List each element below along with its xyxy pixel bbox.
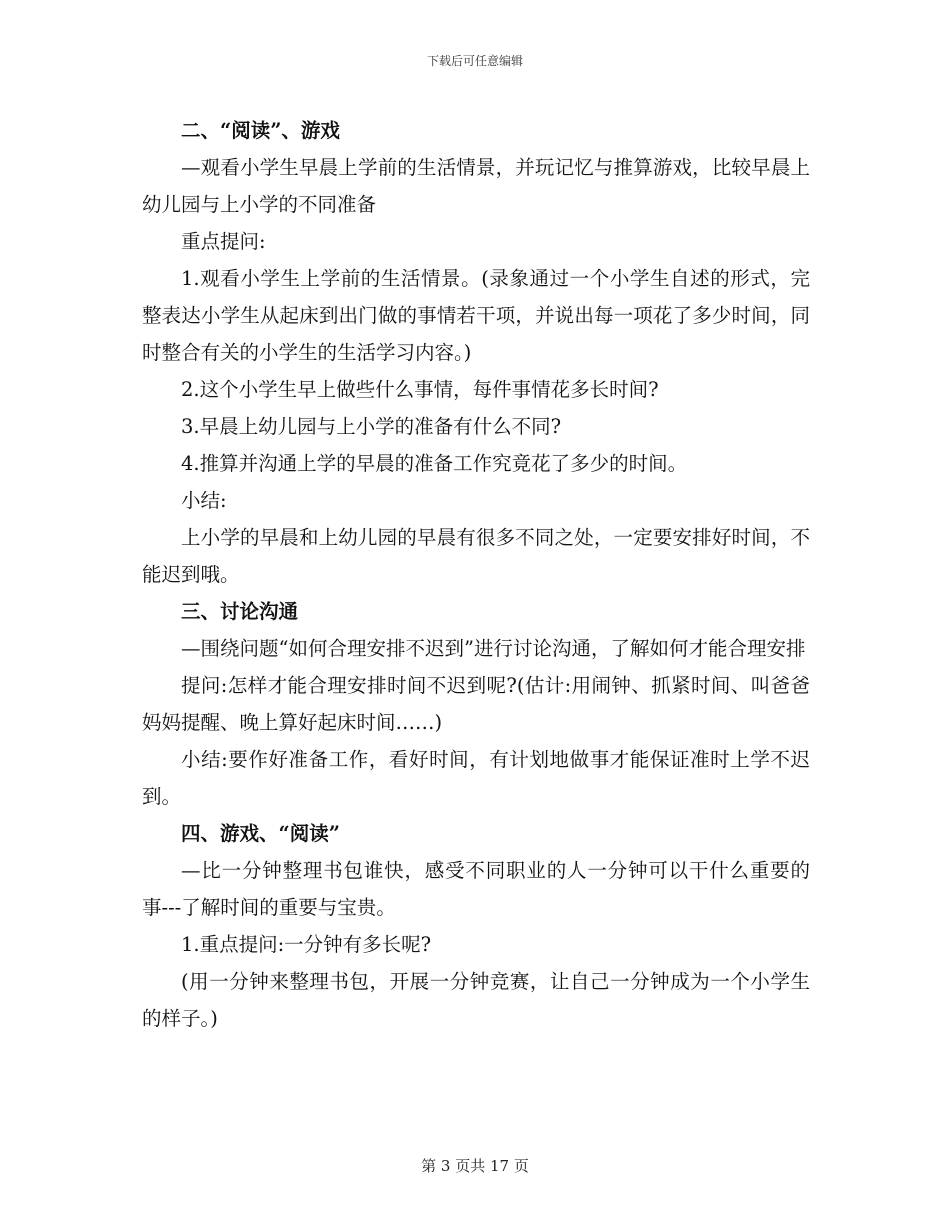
paragraph: —观看小学生早晨上学前的生活情景，并玩记忆与推算游戏，比较早晨上幼儿园与上小学的不同准备 xyxy=(142,156,810,216)
paragraph: 1.观看小学生上学前的生活情景。(录象通过一个小学生自述的形式，完整表达小学生从起床到出门做的事情若干项，并说出每一项花了多少时间，同时整合有关的小学生的生活学习内容。) xyxy=(142,267,810,364)
page-number: 第 3 页共 17 页 xyxy=(421,1157,529,1175)
paragraph: —比一分钟整理书包谁快，感受不同职业的人一分钟可以干什么重要的事---了解时间的重要与宝贵。 xyxy=(142,859,810,919)
paragraph: 1.重点提问:一分钟有多长呢? xyxy=(181,933,432,956)
paragraph: 小结: xyxy=(181,489,227,512)
paragraph: (用一分钟来整理书包，开展一分钟竞赛，让自己一分钟成为一个小学生的样子。) xyxy=(142,970,810,1030)
paragraph: 上小学的早晨和上幼儿园的早晨有很多不同之处，一定要安排好时间，不能迟到哦。 xyxy=(142,526,810,586)
paragraph: —围绕问题“如何合理安排不迟到”进行讨论沟通，了解如何才能合理安排 xyxy=(181,637,806,660)
paragraph: 2.这个小学生早上做些什么事情，每件事情花多长时间? xyxy=(181,378,659,401)
document-body xyxy=(142,112,810,1037)
paragraph: 4.推算并沟通上学的早晨的准备工作究竟花了多少的时间。 xyxy=(181,452,688,475)
paragraph: 小结:要作好准备工作，看好时间，有计划地做事才能保证准时上学不迟到。 xyxy=(142,748,810,808)
paragraph: 提问:怎样才能合理安排时间不迟到呢?(估计:用闹钟、抓紧时间、叫爸爸妈妈提醒、晚上算好起床时间……) xyxy=(142,674,810,734)
paragraph: 重点提问: xyxy=(181,230,266,253)
paragraph: 3.早晨上幼儿园与上小学的准备有什么不同? xyxy=(181,415,562,438)
section-heading-discussion: 三、讨论沟通 xyxy=(181,600,299,623)
section-heading-reading-game: 二、“阅读”、游戏 xyxy=(181,119,340,142)
header-note: 下载后可任意编辑 xyxy=(426,54,523,68)
section-heading-game-reading: 四、游戏、“阅读” xyxy=(181,822,340,845)
